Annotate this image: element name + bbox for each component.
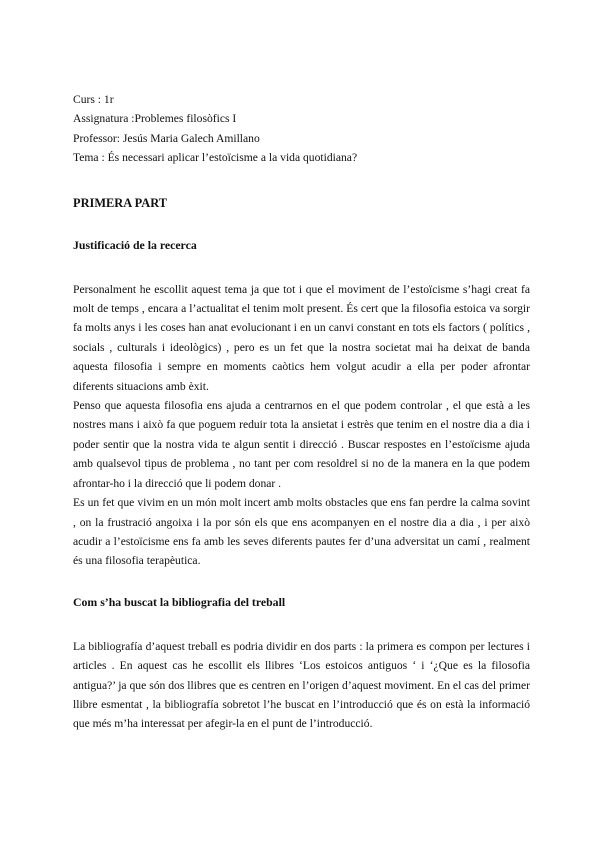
justification-paragraph: Es un fet que vivim en un món molt incert amb molts obstacles que ens fan perdre la calma sovint , on la frustració angoixa i la por són els que ens acompanyen en el nostre dia a dia , i per això acudir a l’estoïcisme ens fa amb les seves diferents pautes fer d’una adversitat un camí , realment és una filosofia terapèutica. <box>73 496 530 568</box>
justification-paragraph: Personalment he escollit aquest tema ja que tot i que el moviment de l’estoïcisme s’hagi creat fa molt de temps , encara a l’actualitat el tenim molt present. És cert que la filosofia estoica va sorgir fa molts anys i les coses han anat evolucionant i en un canvi constant en tots els factors ( polítics , socials , culturals i ideològics) , pero es un fet que la nostra societat mai ha deixat de banda aquesta filosofia i sempre en moments caòtics hem volgut acudir a ella per poder afrontar diferents situacions amb èxit. <box>73 282 530 393</box>
topic-line: Tema : És necessari aplicar l’estoïcisme a la vida quotidiana? <box>73 151 358 165</box>
bibliography-paragraph: La bibliografía d’aquest treball es podria dividir en dos parts : la primera es compon per lectures i articles . En aquest cas he escollit els llibres ‘Los estoicos antiguos ‘ i ‘¿Que es la filosofia antigua?’ ja que són dos llibres que es centren en l’origen d’aquest moviment. En el cas del primer llibre esmentat , la bibliografía sobretot l’he buscat en l’introducció que és on està la informació que més m’ha interessat per afegir-la en el punt de l’introducció. <box>73 639 530 731</box>
professor-line: Professor: Jesús Maria Galech Amillano <box>73 131 260 145</box>
justification-heading: Justificació de la recerca <box>73 237 197 252</box>
justification-paragraph: Penso que aquesta filosofia ens ajuda a centrarnos en el que podem controlar , el que està a les nostres mans i això fa que poguem reduir tota la ansietat i estrès que tenim en el nostre dia a dia i poder sentir que la nostra vida te algun sentit i direcció . Buscar respostes en l’estoïcisme ajuda amb qualsevol tipus de problema , no tant per com resoldrel si no de la manera en la que podem afrontar-ho i la direcció que li podem donar . <box>73 399 530 490</box>
course-line: Curs : 1r <box>73 93 114 106</box>
justification-body <box>73 280 530 571</box>
bibliography-body <box>73 637 530 734</box>
bibliography-heading: Com s’ha buscat la bibliografia del treball <box>73 594 286 609</box>
subject-line: Assignatura :Problemes filosòfics I <box>73 112 237 126</box>
section-title: PRIMERA PART <box>73 195 167 210</box>
document-header-info <box>73 90 530 168</box>
